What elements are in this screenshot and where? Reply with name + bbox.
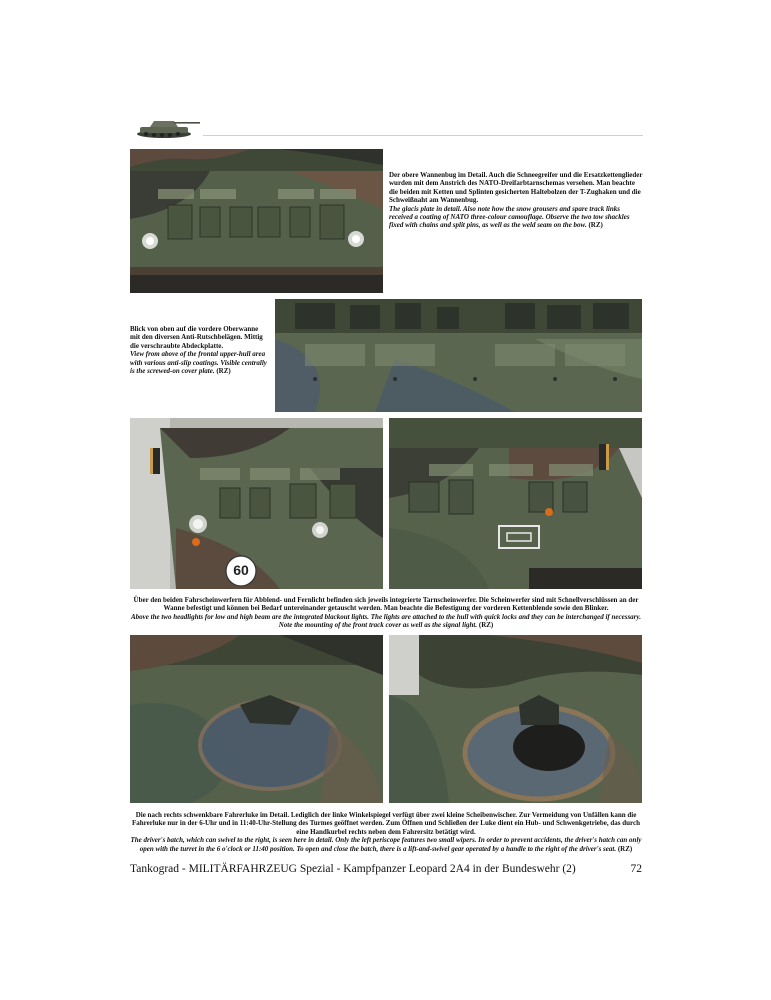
caption-headlights-de: Über den beiden Fahrscheinwerfern für Abblend- und Fernlicht befinden sich jeweils integrierte Tarnscheinwerfer. Die Scheinwerfer sind mit Schnellverschlüssen an der Wanne befestigt und können bei Bedarf untereinander getauscht werden. Man beachte die Befestigung der vorderen Kettenblende sowie den Blinker. [133, 596, 639, 613]
caption-headlights [128, 596, 644, 630]
photo-headlights-right [389, 418, 642, 589]
photo-headlights-left [130, 418, 383, 589]
caption-hatch-en: The driver's batch, which can swivel to the right, is seen here in detail. Only the left periscope features two small wipers. In order to prevent accidents, the driver's hatch can only open with the turret in the 6 o'clock or 11:40 position. To open and close the batch, there is a lift-and-swivel gear operated by a handle to the right of the driver's seat. [130, 836, 642, 853]
caption-glacis-en: The glacis plate in detail. Also note how the snow grousers and spare track links received a coating of NATO three-colour camouflage. Observe the two tow shackles fixed with chains and split pins, as well as the weld seam on the bow. [389, 204, 630, 230]
vehicle-number: 60 [233, 562, 249, 578]
photo-glacis-plate [130, 149, 383, 293]
photo-hatch-right [389, 635, 642, 803]
caption-hatch [128, 811, 644, 853]
caption-upper-hull [130, 325, 268, 375]
caption-headlights-en: Above the two headlights for low and high beam are the integrated blackout lights. The lights are attached to the hull with quick locks and they can be interchanged if necessary. Note the mounting of the front track cover as well as the signal light. [131, 612, 641, 630]
caption-headlights-credit: (RZ) [478, 621, 494, 630]
caption-upper-hull-de: Blick von oben auf die vordere Oberwanne mit den diversen Anti-Rutschbelägen. Mittig die verschraubte Abdeckplatte. [130, 325, 263, 350]
caption-upper-hull-en: View from above of the frontal upper-hull area with various anti-slip coatings. Visible centrally is the screwed-on cover plate. [130, 350, 267, 376]
caption-glacis-credit: (RZ) [588, 221, 603, 230]
header-rule [203, 135, 643, 136]
caption-glacis-de: Der obere Wannenbug im Detail. Auch die Schneegreifer und die Ersatzkettenglieder wurden mit dem Anstrich des NATO-Dreifarbtarnschemas versehen. Man beachte die beiden mit Ketten und Splinten gesicherten Haltebolzen der T-Zughaken und die Schweißnaht am Wannenbug. [389, 171, 643, 205]
caption-hatch-de: Die nach rechts schwenkbare Fahrerluke im Detail. Lediglich der linke Winkelspiegel verfügt über zwei kleine Scheibenwischer. Zur Vermeidung von Unfällen kann die Fahrerluke nur in der 6-Uhr und in 11:40-Uhr-Stellung des Turmes geöffnet werden. Zum Öffnen und Schließen der Luke dient ein Hub- und Schwenkgetriebe, das durch eine Handkurbel rechts neben dem Fahrersitz betätigt wird. [131, 811, 641, 836]
photo-hatch-left [130, 635, 383, 803]
photo-upper-hull [275, 299, 642, 412]
caption-upper-hull-credit: (RZ) [216, 367, 231, 376]
caption-hatch-credit: (RZ) [617, 844, 633, 853]
footer-title: Tankograd - MILITÄRFAHRZEUG Spezial - Kampfpanzer Leopard 2A4 in der Bundeswehr (2) [130, 863, 576, 875]
page-number: 72 [630, 863, 642, 875]
tank-logo-icon [130, 110, 202, 140]
caption-glacis [389, 171, 644, 230]
